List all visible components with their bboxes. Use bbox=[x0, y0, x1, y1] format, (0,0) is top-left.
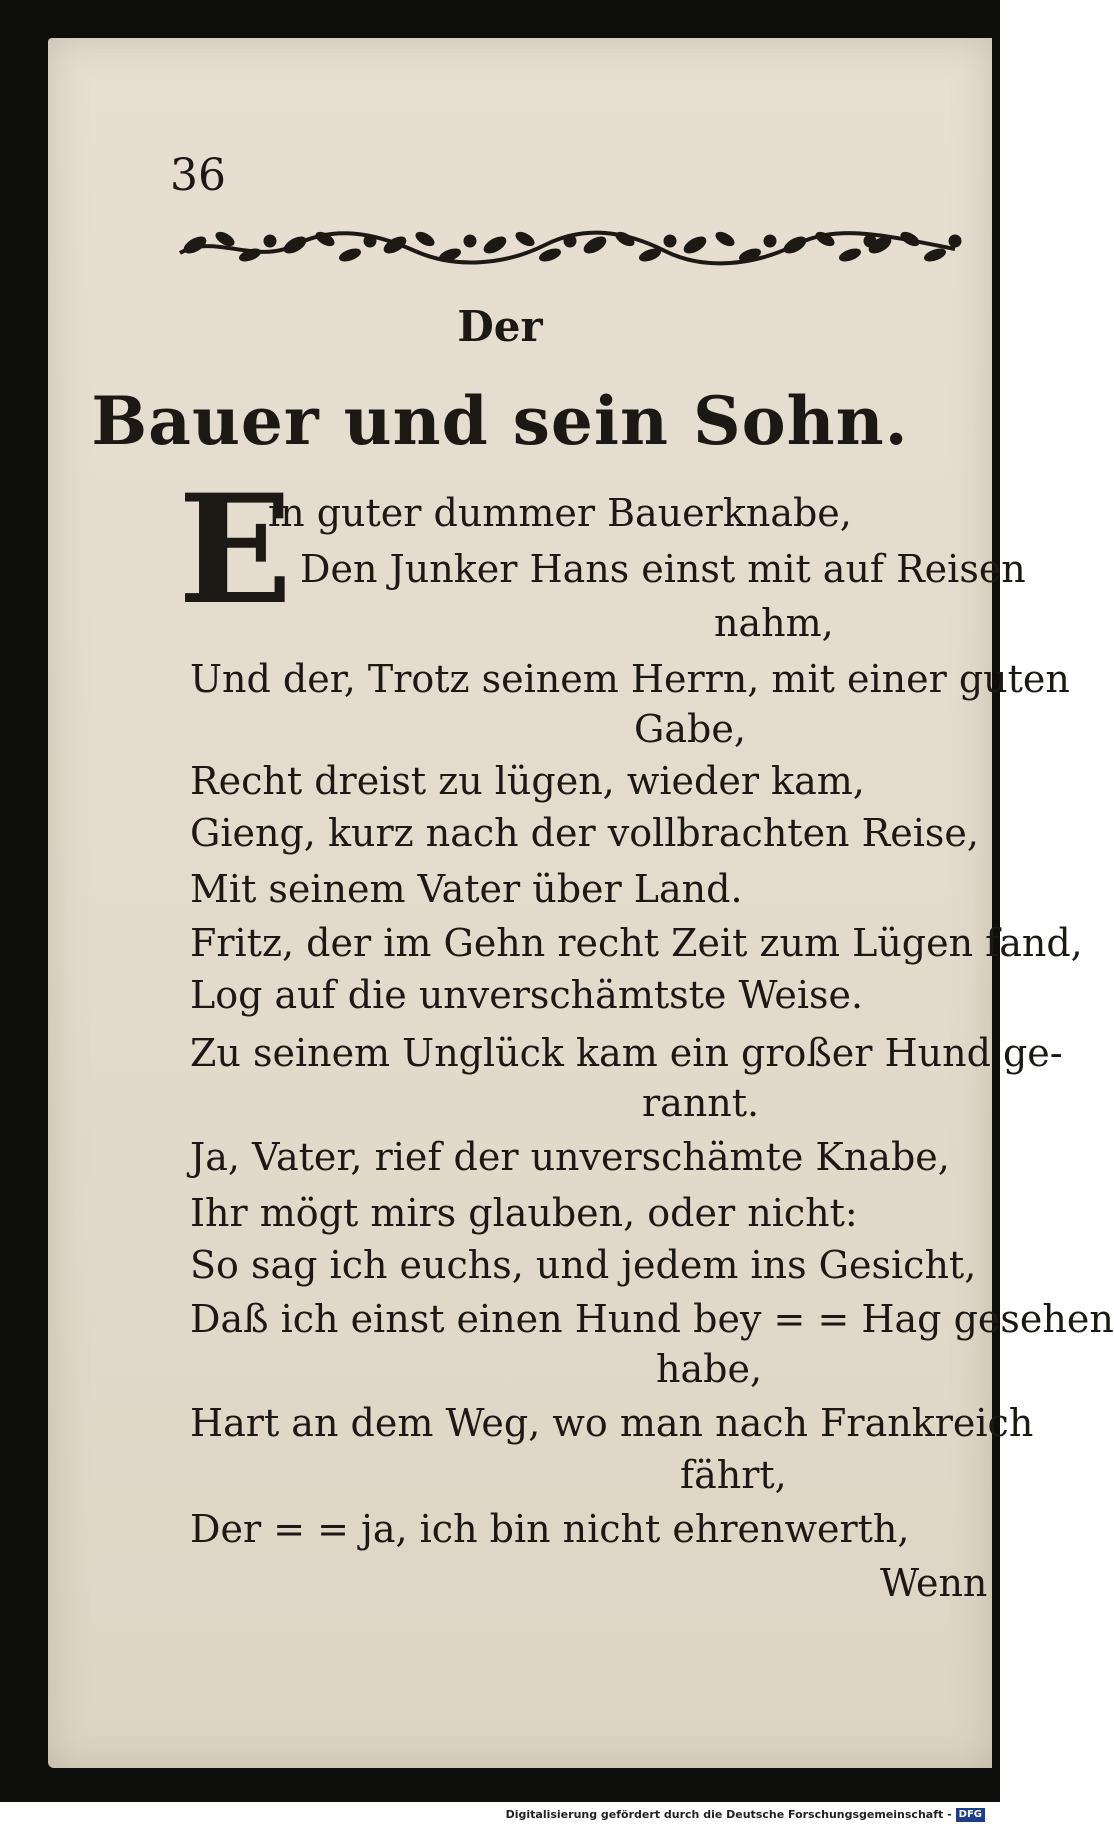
title-small: Der bbox=[457, 302, 543, 351]
poem-line: habe, bbox=[656, 1347, 763, 1391]
poem-line: in guter dummer Bauerknabe, bbox=[268, 491, 852, 535]
poem-line: So sag ich euchs, und jedem ins Gesicht, bbox=[190, 1243, 977, 1287]
poem-line: Ihr mögt mirs glauben, oder nicht: bbox=[190, 1191, 858, 1235]
footer-text: Digitalisierung gefördert durch die Deutsche Forschungsgemeinschaft - bbox=[505, 1808, 952, 1821]
poem-line: Hart an dem Weg, wo man nach Frankreich bbox=[190, 1401, 1034, 1445]
floral-vine-ornament-icon bbox=[175, 215, 960, 273]
poem-line: Ja, Vater, rief der unverschämte Knabe, bbox=[190, 1135, 950, 1179]
poem-line: Gieng, kurz nach der vollbrachten Reise, bbox=[190, 811, 979, 855]
page-number: 36 bbox=[170, 150, 226, 201]
poem-line: Gabe, bbox=[634, 707, 746, 751]
poem-line: Daß ich einst einen Hund bey = = Hag gesehen bbox=[190, 1297, 1114, 1341]
poem-line: Mit seinem Vater über Land. bbox=[190, 867, 743, 911]
poem-line: Recht dreist zu lügen, wieder kam, bbox=[190, 759, 865, 803]
drop-cap: E bbox=[178, 462, 293, 638]
poem-line: Den Junker Hans einst mit auf Reisen bbox=[300, 547, 1026, 591]
poem-line: Log auf die unverschämtste Weise. bbox=[190, 973, 864, 1017]
poem-line: nahm, bbox=[714, 601, 834, 645]
poem-line: Der = = ja, ich bin nicht ehrenwerth, bbox=[190, 1507, 910, 1551]
title-large: Bauer und sein Sohn. bbox=[91, 382, 909, 460]
poem-line: rannt. bbox=[642, 1081, 760, 1125]
poem-line: Zu seinem Unglück kam ein großer Hund ge- bbox=[190, 1031, 1063, 1075]
poem-line: Fritz, der im Gehn recht Zeit zum Lügen fand, bbox=[190, 921, 1083, 965]
digitization-footer bbox=[0, 1806, 985, 1824]
catchword: Wenn bbox=[880, 1561, 988, 1605]
dfg-logo-icon: DFG bbox=[956, 1808, 985, 1822]
poem-line: Und der, Trotz seinem Herrn, mit einer guten bbox=[190, 657, 1070, 701]
poem-line: fährt, bbox=[680, 1453, 787, 1497]
